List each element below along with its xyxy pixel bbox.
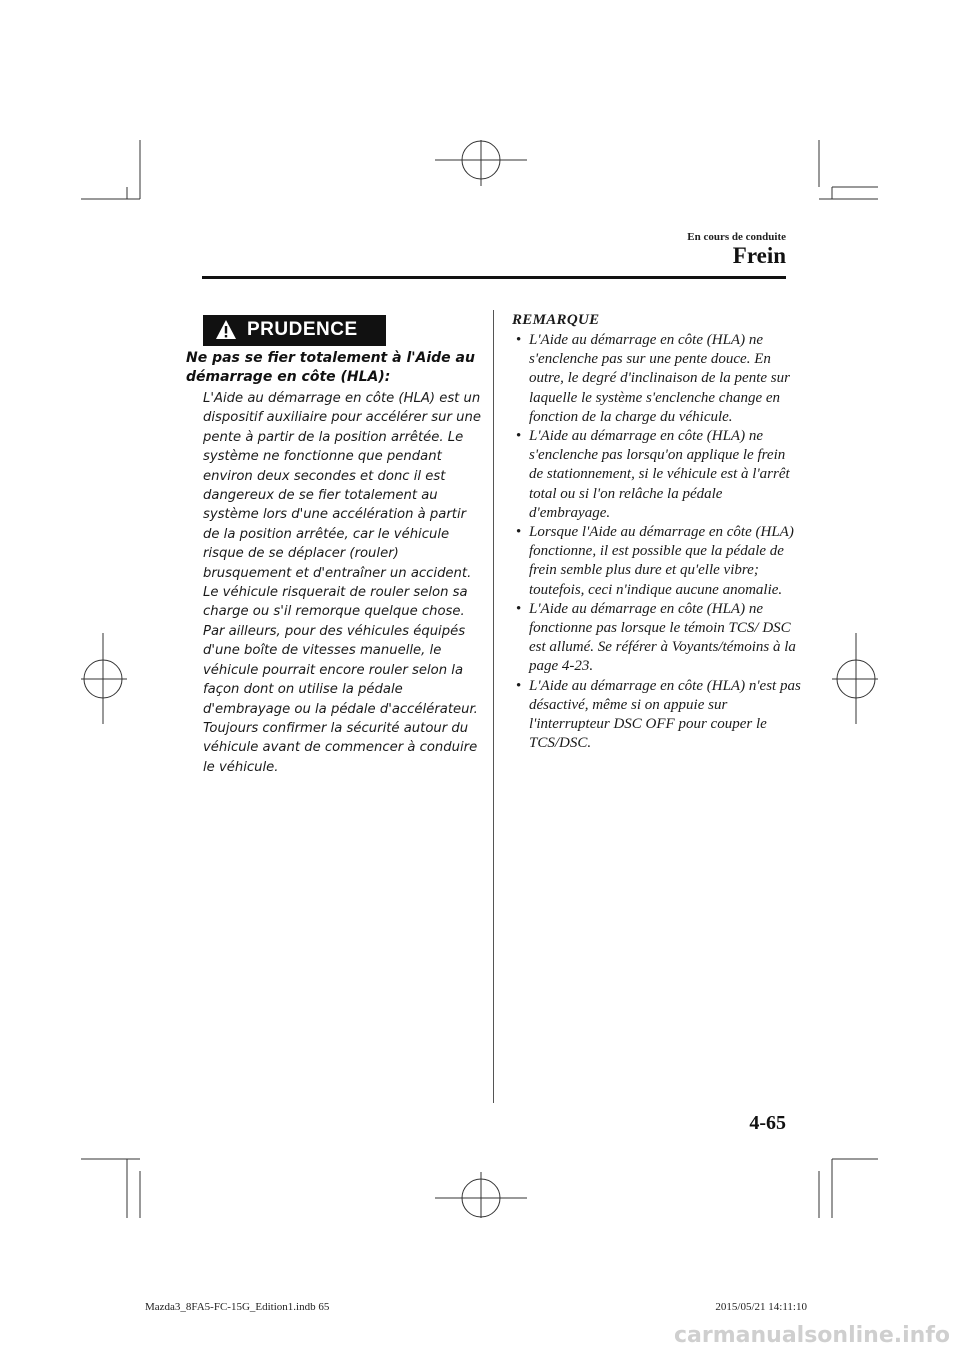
crop-mark-icon	[819, 1159, 878, 1218]
column-separator	[493, 310, 494, 1103]
page-title: Frein	[732, 243, 786, 268]
bullet-icon: •	[516, 524, 522, 541]
registration-mark-icon	[435, 140, 527, 186]
caution-paragraph: L'Aide au démarrage en côte (HLA) est un dispositif auxiliaire pour accélérer sur une pente à partir de la position arrêtée. Le système ne fonctionne que pendant environ deux secondes et donc il est dangereux de se fier totalement au système lors d'une accélération à partir de la position arrêtée, car le véhicule risque de se déplacer (rouler) brusquement et d'entraîner un accident.	[203, 391, 481, 581]
page-number: 4-65	[749, 1112, 786, 1134]
warning-triangle-icon	[215, 319, 237, 341]
note-list	[512, 331, 802, 753]
registration-mark-icon	[435, 1172, 527, 1218]
caution-badge	[203, 315, 386, 346]
section-name: En cours de conduite	[687, 231, 786, 243]
caution-heading: Ne pas se fier totalement à l'Aide au démarrage en côte (HLA):	[186, 350, 475, 385]
list-item	[512, 427, 802, 523]
watermark[interactable]: carmanualsonline.info	[674, 1323, 950, 1348]
footer-timestamp: 2015/05/21 14:11:10	[715, 1301, 807, 1313]
caution-paragraph: Le véhicule risquerait de rouler selon sa charge ou s'il remorque quelque chose. Par ailleurs, pour des véhicules équipés d'une boîte de vitesses manuelle, le véhicule pourrait encore rouler selon la façon dont on utilise la pédale d'embrayage ou la pédale d'accélérateur.	[203, 585, 478, 717]
bullet-icon: •	[516, 677, 522, 694]
note-heading: REMARQUE	[512, 312, 600, 328]
bullet-icon: •	[516, 332, 522, 348]
crop-mark-icon	[819, 140, 878, 199]
registration-mark-icon	[832, 633, 878, 724]
note-text: Lorsque l'Aide au démarrage en côte (HLA) fonctionne, il est possible que la pédale de frein semble plus dure et qu'elle vibre; toutefois, ceci n'indique aucune anomalie.	[529, 524, 794, 598]
note-text: L'Aide au démarrage en côte (HLA) ne s'enclenche pas lorsqu'on applique le frein de stationnement, si le véhicule est à l'arrêt total ou si l'on relâche la pédale d'embrayage.	[529, 428, 790, 521]
caution-paragraph: Toujours confirmer la sécurité autour du véhicule avant de commencer à conduire le véhicule.	[203, 720, 478, 775]
crop-mark-icon	[81, 1159, 140, 1218]
registration-mark-icon	[81, 633, 127, 724]
note-text: L'Aide au démarrage en côte (HLA) n'est pas désactivé, même si on appuie sur l'interrupteur DSC OFF pour couper le TCS/DSC.	[529, 677, 801, 752]
crop-mark-icon	[81, 140, 140, 199]
note-section	[512, 312, 802, 753]
bullet-icon: •	[516, 600, 522, 617]
note-text: L'Aide au démarrage en côte (HLA) ne fonctionne pas lorsque le témoin TCS/ DSC est allumé. Se référer à Voyants/témoins à la page 4-23.	[529, 600, 796, 675]
list-item	[512, 523, 802, 600]
note-text: L'Aide au démarrage en côte (HLA) ne s'enclenche pas sur une pente douce. En outre, le degré d'inclinaison de la pente sur laquelle le système s'enclenche change en fonction de la charge du véhicule.	[529, 332, 790, 425]
caution-body	[203, 389, 485, 777]
header-rule	[202, 276, 786, 279]
list-item	[512, 600, 802, 677]
list-item	[512, 677, 802, 754]
list-item	[512, 331, 802, 427]
footer-filename: Mazda3_8FA5-FC-15G_Edition1.indb 65	[145, 1301, 330, 1313]
caution-label: PRUDENCE	[247, 319, 358, 340]
bullet-icon: •	[516, 428, 522, 445]
